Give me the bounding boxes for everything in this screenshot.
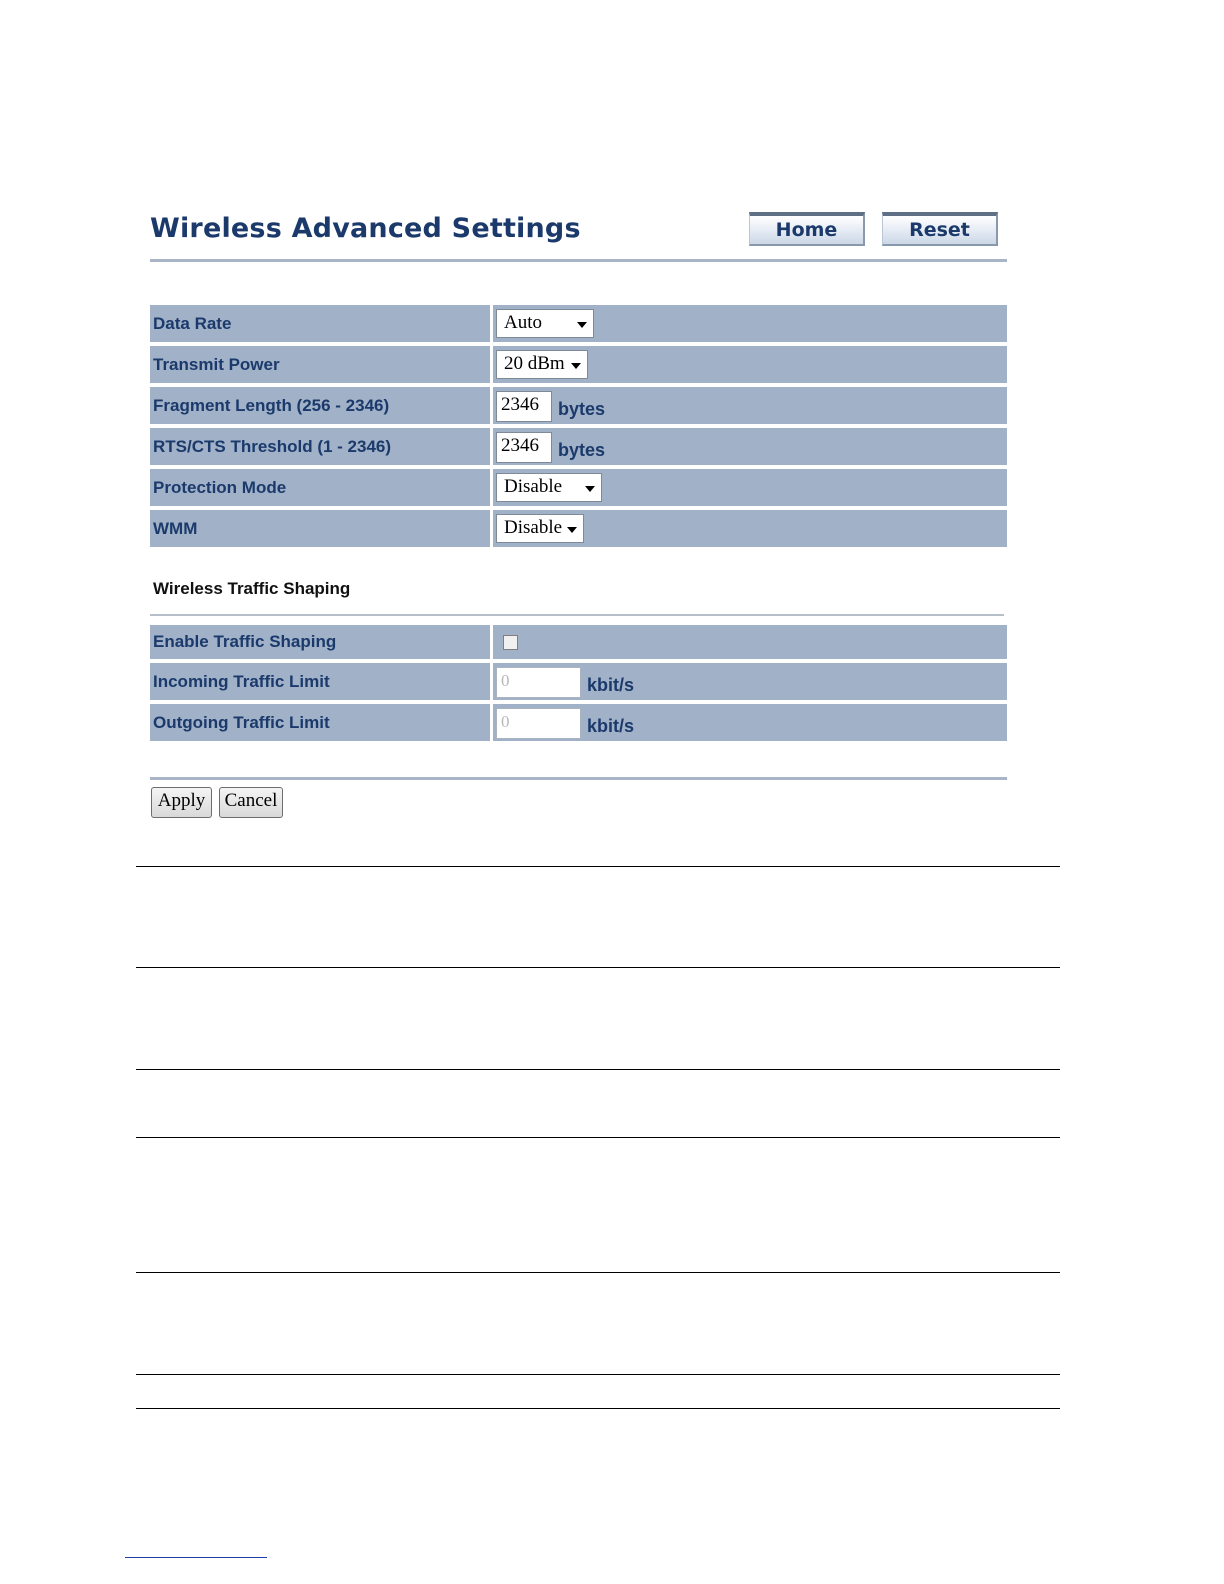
table-rule <box>136 1137 1060 1138</box>
footnote-separator <box>125 1557 267 1558</box>
outgoing-limit-row <box>150 704 1007 741</box>
fragment-length-input[interactable]: 2346 <box>496 391 552 422</box>
enable-traffic-shaping-label: Enable Traffic Shaping <box>150 625 490 659</box>
actions-divider <box>150 777 1007 780</box>
transmit-power-label: Transmit Power <box>150 346 490 383</box>
incoming-limit-input[interactable]: 0 <box>496 667 581 698</box>
chevron-down-icon <box>567 527 577 533</box>
outgoing-limit-input[interactable]: 0 <box>496 708 581 739</box>
fragment-length-label: Fragment Length (256 - 2346) <box>150 387 490 424</box>
page-title: Wireless Advanced Settings <box>150 213 581 244</box>
table-rule <box>136 1374 1060 1375</box>
chevron-down-icon <box>571 363 581 369</box>
chevron-down-icon <box>585 486 595 492</box>
table-rule <box>136 866 1060 867</box>
wmm-row <box>150 510 1007 547</box>
apply-button[interactable]: Apply <box>151 787 212 818</box>
transmit-power-select[interactable] <box>496 350 588 379</box>
data-rate-row <box>150 305 1007 342</box>
table-rule <box>136 1408 1060 1409</box>
transmit-power-row <box>150 346 1007 383</box>
rts-threshold-unit: bytes <box>558 440 606 460</box>
data-rate-label: Data Rate <box>150 305 490 342</box>
protection-mode-value: Disable <box>504 476 563 497</box>
incoming-limit-unit: kbit/s <box>587 675 635 695</box>
table-rule <box>136 1069 1060 1070</box>
wmm-select[interactable] <box>496 514 584 543</box>
incoming-limit-label: Incoming Traffic Limit <box>150 663 490 700</box>
traffic-shaping-divider <box>150 614 1004 616</box>
data-rate-value: Auto <box>504 312 542 333</box>
table-rule <box>136 967 1060 968</box>
title-divider <box>150 259 1007 262</box>
reset-button[interactable]: Reset <box>882 212 998 246</box>
incoming-limit-row <box>150 663 1007 700</box>
rts-threshold-label: RTS/CTS Threshold (1 - 2346) <box>150 428 490 465</box>
chevron-down-icon <box>577 322 587 328</box>
traffic-shaping-table <box>150 625 1007 745</box>
protection-mode-select[interactable] <box>496 473 602 502</box>
protection-mode-row <box>150 469 1007 506</box>
fragment-length-row <box>150 387 1007 424</box>
traffic-shaping-heading: Wireless Traffic Shaping <box>153 579 351 598</box>
enable-traffic-shaping-checkbox[interactable] <box>503 635 518 650</box>
wmm-label: WMM <box>150 510 490 547</box>
outgoing-limit-unit: kbit/s <box>587 716 635 736</box>
rts-threshold-row <box>150 428 1007 465</box>
fragment-length-unit: bytes <box>558 399 606 419</box>
rts-threshold-input[interactable]: 2346 <box>496 432 552 463</box>
advanced-settings-table <box>150 305 1007 551</box>
data-rate-select[interactable] <box>496 309 594 338</box>
home-button[interactable]: Home <box>749 212 865 246</box>
wmm-value: Disable <box>504 517 563 538</box>
enable-traffic-shaping-row <box>150 625 1007 659</box>
outgoing-limit-label: Outgoing Traffic Limit <box>150 704 490 741</box>
cancel-button[interactable]: Cancel <box>219 787 283 818</box>
table-rule <box>136 1272 1060 1273</box>
transmit-power-value: 20 dBm <box>504 353 565 374</box>
protection-mode-label: Protection Mode <box>150 469 490 506</box>
